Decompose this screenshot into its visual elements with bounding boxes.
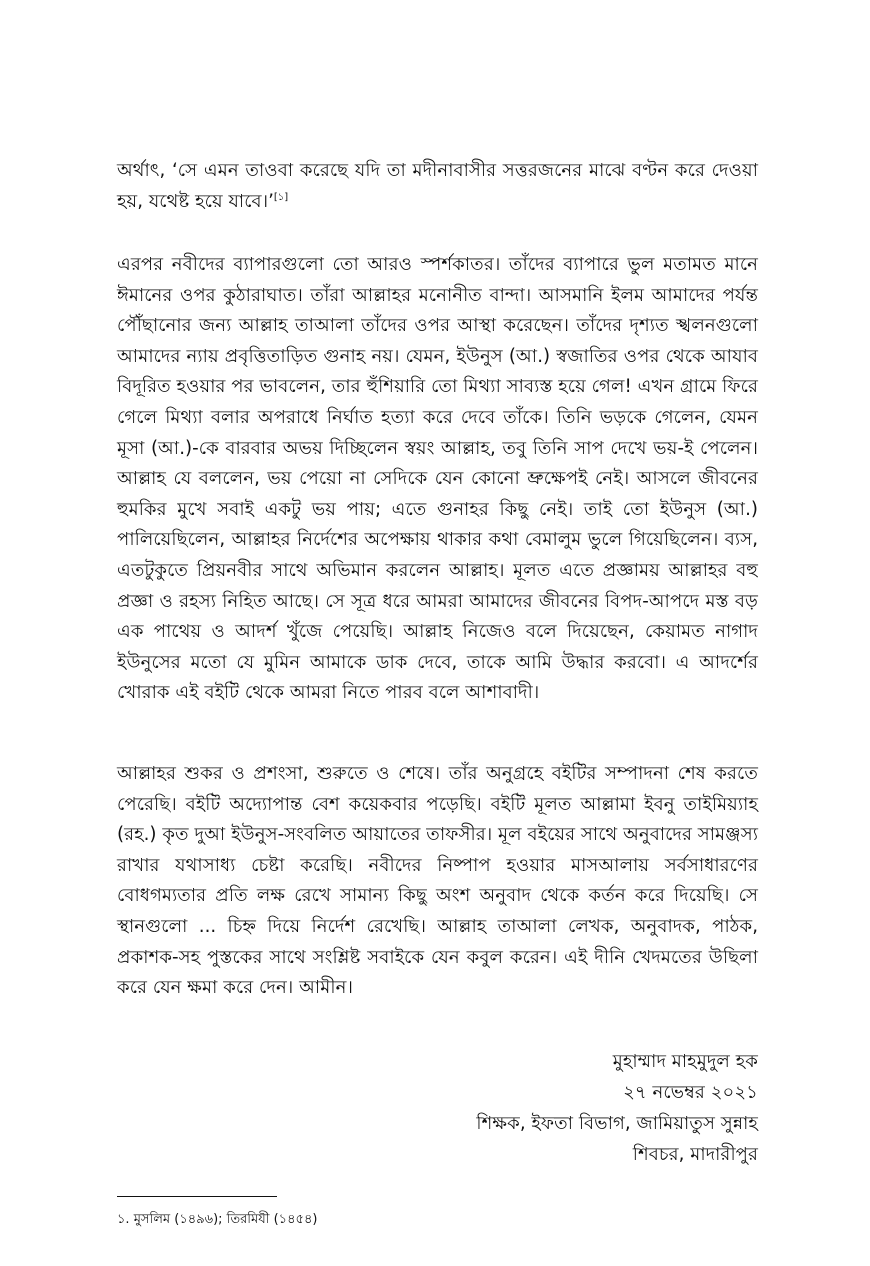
footnote-text: ১. মুসলিম (১৪৯৬); তিরমিযী (১৪৫৪)	[117, 1212, 318, 1227]
paragraph-quote	[117, 156, 758, 217]
paragraph-gratitude: আল্লাহর শুকর ও প্রশংসা, শুরুতে ও শেষে। তাঁর অনুগ্রহে বইটির সম্পাদনা শেষ করতে পেরেছি। বইটি অদ্যোপান্ত বেশ কয়েকবার পড়েছি। বইটি মূলত আল্লামা ইবনু তাইমিয়্যাহ (রহ.) কৃত দুআ ইউনুস-সংবলিত আয়াতের তাফসীর। মূল বইয়ের সাথে অনুবাদের সামঞ্জস্য রাখার যথাসাধ্য চেষ্টা করেছি। নবীদের নিষ্পাপ হওয়ার মাসআলায় সর্বসাধারণের বোধগম্যতার প্রতি লক্ষ রেখে সামান্য কিছু অংশ অনুবাদ থেকে কর্তন করে দিয়েছি। সে স্থানগুলো ... চিহ্ন দিয়ে নির্দেশ রেখেছি। আল্লাহ তাআলা লেখক, অনুবাদক, পাঠক, প্রকাশক-সহ পুস্তকের সাথে সংশ্লিষ্ট সবাইকে যেন কবুল করেন। এই দীনি খেদমতের উছিলা করে যেন ক্ষমা করে দেন। আমীন।	[117, 763, 758, 999]
author-role: শিক্ষক, ইফতা বিভাগ, জামিয়াতুস সুন্নাহ	[476, 1113, 758, 1134]
signature-date: ২৭ নভেম্বর ২০২১	[623, 1082, 758, 1103]
signature-block	[476, 1046, 758, 1170]
footnote-marker[interactable]: [১]	[273, 191, 289, 203]
footnote-divider	[117, 1196, 277, 1197]
author-name: মুহাম্মাদ মাহমুদুল হক	[612, 1051, 758, 1072]
quote-text: অর্থাৎ, ‘সে এমন তাওবা করেছে যদি তা মদীনাবাসীর সত্তরজনের মাঝে বণ্টন করে দেওয়া হয়, যথেষ্ট হয়ে যাবে।’	[117, 160, 758, 212]
paragraph-prophets: এরপর নবীদের ব্যাপারগুলো তো আরও স্পর্শকাতর। তাঁদের ব্যাপারে ভুল মতামত মানে ঈমানের ওপর কুঠারাঘাত। তাঁরা আল্লাহর মনোনীত বান্দা। আসমানি ইলম আমাদের পর্যন্ত পৌঁছানোর জন্য আল্লাহ তাআলা তাঁদের ওপর আস্থা করেছেন। তাঁদের দৃশ্যত স্খলনগুলো আমাদের ন্যায় প্রবৃত্তিতাড়িত গুনাহ নয়। যেমন, ইউনুস (আ.) স্বজাতির ওপর থেকে আযাব বিদূরিত হওয়ার পর ভাবলেন, তার হুঁশিয়ারি তো মিথ্যা সাব্যস্ত হয়ে গেল! এখন গ্রামে ফিরে গেলে মিথ্যা বলার অপরাধে নির্ঘাত হত্যা করে দেবে তাঁকে। তিনি ভড়কে গেলেন, যেমন মূসা (আ.)-কে বারবার অভয় দিচ্ছিলেন স্বয়ং আল্লাহ, তবু তিনি সাপ দেখে ভয়-ই পেলেন। আল্লাহ যে বললেন, ভয় পেয়ো না সেদিকে যেন কোনো ভ্রুক্ষেপই নেই। আসলে জীবনের হুমকির মুখে সবাই একটু ভয় পায়; এতে গুনাহর কিছু নেই। তাই তো ইউনুস (আ.) পালিয়েছিলেন, আল্লাহর নির্দেশের অপেক্ষায় থাকার কথা বেমালুম ভুলে গিয়েছিলেন। ব্যস, এতটুকুতে প্রিয়নবীর সাথে অভিমান করলেন আল্লাহ। মূলত এতে প্রজ্ঞাময় আল্লাহর বহু প্রজ্ঞা ও রহস্য নিহিত আছে। সে সূত্র ধরে আমরা আমাদের জীবনের বিপদ-আপদে মস্ত বড় এক পাথেয় ও আদর্শ খুঁজে পেয়েছি। আল্লাহ নিজেও বলে দিয়েছেন, কেয়ামত নাগাদ ইউনুসের মতো যে মুমিন আমাকে ডাক দেবে, তাকে আমি উদ্ধার করবো। এ আদর্শের খোরাক এই বইটি থেকে আমরা নিতে পারব বলে আশাবাদী।	[117, 254, 758, 704]
author-place: শিবচর, মাদারীপুর	[632, 1144, 758, 1165]
